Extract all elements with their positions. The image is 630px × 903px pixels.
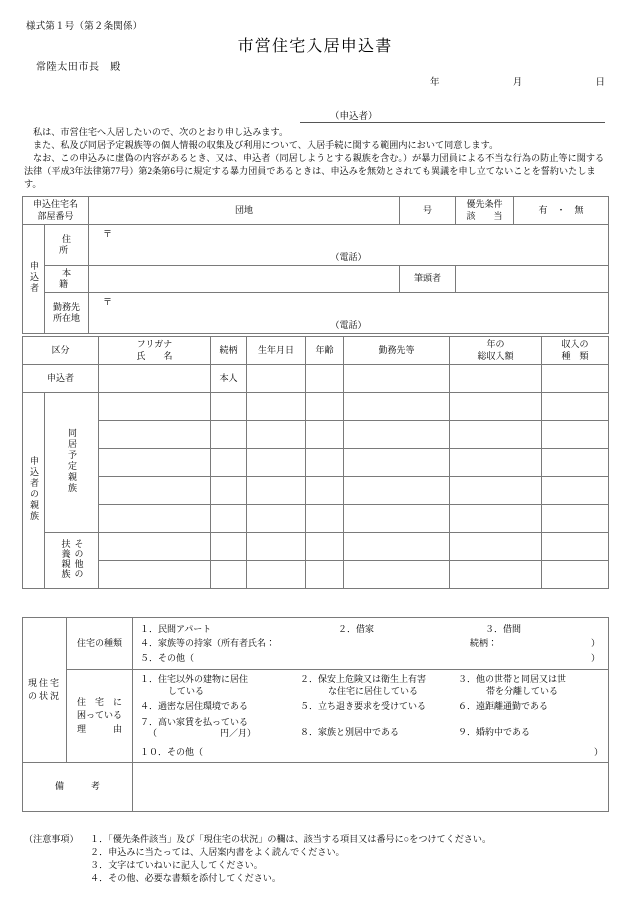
dependent-workplace-cell[interactable] — [344, 533, 450, 561]
current-housing-label-line-2: の状況 — [27, 691, 61, 701]
cohabit-vertical-label: 同居予定親族 — [67, 427, 78, 494]
dwelling-name-header — [23, 197, 89, 225]
head-of-family-label-cell — [400, 266, 456, 293]
address-input-cell[interactable] — [89, 225, 609, 266]
member-workplace-cell[interactable] — [344, 505, 450, 533]
housing-type-option-4-close: ） — [590, 638, 600, 649]
address-label: 住 所 — [59, 233, 108, 255]
danchi-label: 団地 — [235, 204, 254, 215]
footer-notes — [24, 833, 614, 885]
member-relation-cell[interactable] — [211, 421, 247, 449]
applicant-category-cell — [23, 365, 99, 393]
intro-line-3: なお、この申込みに虚偽の内容があるとき、又は、申込者（同居しようとする親族を含む。）が暴力団員による不当な行為の防止等に関する法律（平成3年法律第77号）第2条第6号に規定する暴力団員であるときは、申込みを無効とされても異議を申し立てないことを誓約いたします。 — [24, 153, 605, 190]
applicant-vertical-label: 申込者 — [29, 260, 39, 294]
applicant-income-cell[interactable] — [450, 365, 542, 393]
workplace-address-input-cell[interactable] — [89, 293, 609, 334]
note-item-1: １．「優先条件該当」及び「現住宅の状況」の欄は、該当する項目又は番号に○をつけてください。 — [90, 834, 492, 844]
reason-option-1-line-2: している — [168, 685, 205, 696]
workplace-tel-label: （電話） — [330, 319, 367, 330]
remarks-label-cell — [23, 763, 133, 812]
workplace-label-line-1: 勤務先 — [53, 301, 81, 312]
member-birthdate-cell[interactable] — [247, 477, 306, 505]
reason-label-cell — [67, 670, 133, 763]
danchi-cell[interactable] — [89, 197, 400, 225]
dependent-workplace-cell[interactable] — [344, 561, 450, 589]
date-year-label: 年 — [430, 78, 440, 88]
housing-type-option-5-close: ） — [590, 652, 600, 663]
reason-option-10-close: ） — [593, 747, 603, 758]
housing-type-options-cell[interactable] — [133, 618, 609, 670]
applicant-category-label: 申込者 — [47, 372, 75, 383]
cohabit-vertical-label-cell — [45, 393, 99, 533]
applicant-age-cell[interactable] — [306, 365, 344, 393]
notes-label: （注意事項） — [24, 834, 79, 844]
reason-option-4[interactable]: ４．過密な居住環境である — [140, 701, 249, 712]
table-row — [23, 266, 609, 293]
dependent-age-cell[interactable] — [306, 561, 344, 589]
member-birthdate-cell[interactable] — [247, 505, 306, 533]
birthdate-header — [247, 337, 306, 365]
form-number: 様式第１号（第２条関係） — [26, 22, 143, 32]
housing-type-row-2 — [140, 636, 604, 651]
member-name-cell[interactable] — [99, 505, 211, 533]
current-housing-label-line-1: 現住宅 — [27, 678, 61, 688]
address-label-cell — [45, 225, 108, 266]
table-row — [23, 197, 609, 225]
dependent-income-type-cell[interactable] — [542, 533, 609, 561]
name-label: 氏 名 — [136, 350, 173, 361]
relation-header — [211, 337, 247, 365]
housing-type-option-2[interactable]: ２．借家 — [338, 623, 375, 634]
housing-type-option-3[interactable]: ３．借間 — [485, 623, 522, 634]
reason-label-line-2: 困っている — [76, 710, 122, 721]
age-label: 年齢 — [315, 344, 334, 355]
reason-option-1[interactable] — [140, 674, 300, 697]
relation-label: 続柄 — [219, 344, 238, 355]
birthdate-label: 生年月日 — [258, 344, 295, 355]
owner-relation-label: 続柄： — [470, 638, 498, 649]
reason-option-3-line-1: ３．他の世帯と同居又は世 — [458, 674, 567, 684]
member-birthdate-cell[interactable] — [247, 393, 306, 421]
reason-option-1-line-1: １．住宅以外の建物に居住 — [140, 674, 249, 684]
member-income-cell[interactable] — [450, 477, 542, 505]
applicant-birthdate-cell[interactable] — [247, 365, 306, 393]
note-row-3 — [24, 859, 614, 872]
member-age-cell[interactable] — [306, 505, 344, 533]
member-income-cell[interactable] — [450, 505, 542, 533]
workplace-postal-code-mark: 〒 — [103, 297, 113, 307]
reason-option-5[interactable]: ５．立ち退き要求を受けている — [300, 701, 427, 712]
table-row — [23, 449, 609, 477]
remarks-input-cell[interactable] — [133, 763, 609, 812]
relatives-vertical-label-cell — [23, 393, 45, 589]
table-row — [23, 337, 609, 365]
housing-type-label-cell — [67, 618, 133, 670]
priority-line-2: 該 当 — [466, 210, 503, 221]
dependent-name-cell[interactable] — [99, 561, 211, 589]
member-relation-cell[interactable] — [211, 505, 247, 533]
income-type-line-2: 種 類 — [561, 350, 589, 361]
reason-option-8[interactable]: ８．家族と別居中である — [300, 726, 400, 737]
reason-label-line-1: 住 宅 に — [76, 696, 122, 707]
member-income-type-cell[interactable] — [542, 393, 609, 421]
member-age-cell[interactable] — [306, 421, 344, 449]
household-members-table — [22, 336, 609, 589]
category-header — [23, 337, 99, 365]
annual-income-header — [450, 337, 542, 365]
member-relation-cell[interactable] — [211, 477, 247, 505]
income-type-line-1: 収入の — [561, 339, 589, 350]
income-type-header — [542, 337, 609, 365]
annual-income-line-1: 年の — [486, 339, 505, 350]
dependent-income-cell[interactable] — [450, 533, 542, 561]
reason-label-line-3: 理 由 — [76, 723, 122, 734]
member-relation-cell[interactable] — [211, 393, 247, 421]
member-income-type-cell[interactable] — [542, 421, 609, 449]
note-item-3: ３．文字はていねいに記入してください。 — [90, 860, 263, 870]
housing-type-row-1 — [140, 622, 604, 637]
applicant-relation-cell — [211, 365, 247, 393]
housing-type-options — [133, 620, 608, 668]
note-row-1 — [24, 833, 614, 846]
dependent-vertical-label-line-1: 扶養親族 — [60, 538, 71, 579]
dependent-birthdate-cell[interactable] — [247, 561, 306, 589]
member-age-cell[interactable] — [306, 449, 344, 477]
reason-option-2-line-1: ２．保安上危険又は衛生上有害 — [300, 674, 427, 684]
reason-options — [133, 670, 608, 762]
age-header — [306, 337, 344, 365]
table-row — [23, 365, 609, 393]
name-header — [99, 337, 211, 365]
table-row — [23, 561, 609, 589]
date-day-label: 日 — [595, 78, 605, 88]
table-row — [23, 293, 609, 334]
housing-type-label: 住宅の種類 — [76, 637, 122, 648]
dependent-vertical-label-line-2: その他の — [73, 538, 84, 579]
page-title: 市営住宅入居申込書 — [237, 38, 393, 55]
member-income-cell[interactable] — [450, 393, 542, 421]
member-income-cell[interactable] — [450, 449, 542, 477]
intro-line-1: 私は、市営住宅へ入居したいので、次のとおり申し込みます。 — [33, 127, 289, 137]
dependent-income-cell[interactable] — [450, 561, 542, 589]
note-item-4: ４．その他、必要な書類を添付してください。 — [90, 873, 281, 883]
table-row — [23, 393, 609, 421]
table-row — [23, 225, 609, 266]
reason-option-9[interactable]: ９．婚約中である — [458, 726, 531, 737]
housing-type-option-1[interactable]: １．民間アパート — [140, 623, 212, 634]
member-workplace-cell[interactable] — [344, 421, 450, 449]
member-income-type-cell[interactable] — [542, 449, 609, 477]
honseki-input-cell[interactable] — [89, 266, 400, 293]
member-age-cell[interactable] — [306, 393, 344, 421]
table-row — [23, 670, 609, 763]
dependent-income-type-cell[interactable] — [542, 561, 609, 589]
dependent-vertical-label-cell — [45, 533, 99, 589]
furigana-label: フリガナ — [136, 339, 173, 350]
reason-option-6[interactable]: ６．遠距離通勤である — [458, 701, 549, 712]
housing-type-row-3 — [140, 651, 604, 666]
table-row — [23, 618, 609, 670]
table-row — [23, 477, 609, 505]
remarks-label: 備 考 — [54, 781, 103, 792]
applicant-workplace-cell[interactable] — [344, 365, 450, 393]
reason-option-3-line-2: 帯を分離している — [486, 685, 559, 696]
member-income-type-cell[interactable] — [542, 505, 609, 533]
head-of-family-label: 筆頭者 — [414, 273, 442, 284]
reason-options-cell[interactable] — [133, 670, 609, 763]
member-relation-cell[interactable] — [211, 449, 247, 477]
housing-type-option-4[interactable]: ４．家族等の持家（所有者氏名： — [140, 638, 276, 649]
workplace-address-label-cell — [45, 293, 89, 334]
dependent-relation-cell[interactable] — [211, 533, 247, 561]
workplace-header-label: 勤務先等 — [378, 344, 415, 355]
priority-condition-header — [456, 197, 514, 225]
reason-option-2-line-2: な住宅に居住している — [328, 685, 419, 696]
dependent-relation-cell[interactable] — [211, 561, 247, 589]
relatives-vertical-label: 申込者の親族 — [29, 455, 39, 522]
member-workplace-cell[interactable] — [344, 393, 450, 421]
date-month-label: 月 — [512, 78, 523, 88]
reason-option-10[interactable] — [140, 747, 603, 759]
workplace-label-line-2: 所在地 — [53, 313, 81, 323]
member-birthdate-cell[interactable] — [247, 449, 306, 477]
room-number-label: 部屋番号 — [37, 210, 74, 221]
annual-income-line-2: 総収入額 — [477, 350, 514, 361]
member-name-cell[interactable] — [99, 393, 211, 421]
member-name-cell[interactable] — [99, 477, 211, 505]
member-name-cell[interactable] — [99, 421, 211, 449]
table-row — [23, 763, 609, 812]
priority-yes-no-cell[interactable] — [514, 197, 609, 225]
reason-option-10-label: １０．その他（ — [140, 747, 204, 758]
table-row — [23, 505, 609, 533]
reason-column-2 — [300, 674, 458, 742]
member-income-type-cell[interactable] — [542, 477, 609, 505]
date-line — [430, 74, 605, 88]
reason-option-7-line-1: ７．高い家賃を払っている — [140, 716, 249, 727]
reason-option-2[interactable] — [300, 674, 458, 697]
applicant-name-cell[interactable] — [99, 365, 211, 393]
applicant-vertical-label-cell — [23, 225, 45, 334]
intro-line-2: また、私及び同居予定親族等の個人情報の収集及び利用について、入居手続に関する範囲内において同意します。 — [33, 140, 499, 151]
head-of-family-input-cell[interactable] — [456, 266, 609, 293]
reason-column-3 — [458, 674, 618, 742]
note-row-4 — [24, 872, 614, 885]
postal-code-mark: 〒 — [103, 229, 113, 239]
member-name-cell[interactable] — [99, 449, 211, 477]
priority-line-1: 優先条件 — [466, 199, 503, 210]
honseki-label: 本 籍 — [59, 267, 108, 289]
address-tel-label: （電話） — [330, 251, 367, 262]
applicant-signature-line[interactable] — [300, 108, 605, 123]
reason-option-7[interactable] — [140, 717, 300, 740]
go-cell[interactable] — [400, 197, 456, 225]
category-label: 区分 — [51, 344, 70, 355]
current-housing-table — [22, 617, 609, 812]
member-age-cell[interactable] — [306, 477, 344, 505]
dependent-age-cell[interactable] — [306, 533, 344, 561]
member-workplace-cell[interactable] — [344, 449, 450, 477]
table-row — [23, 421, 609, 449]
note-item-2: ２．申込みに当たっては、入居案内書をよく読んでください。 — [90, 847, 345, 857]
note-row-2 — [24, 846, 614, 859]
reason-option-7-line-2: （ 円／月） — [148, 728, 257, 739]
reason-option-3[interactable] — [458, 674, 618, 697]
table-row — [23, 533, 609, 561]
current-housing-vertical-label-cell — [23, 618, 67, 763]
addressee: 常陸太田市長 殿 — [36, 62, 121, 73]
dwelling-and-applicant-table — [22, 196, 609, 334]
honseki-label-cell — [45, 266, 108, 293]
housing-type-option-5[interactable]: ５．その他（ — [140, 652, 195, 663]
member-workplace-cell[interactable] — [344, 477, 450, 505]
go-label: 号 — [423, 204, 433, 215]
priority-yes-no-label: 有 ・ 無 — [538, 204, 584, 215]
member-income-cell[interactable] — [450, 421, 542, 449]
applicant-relation-value: 本人 — [219, 372, 238, 383]
dwelling-name-label: 申込住宅名 — [33, 199, 79, 210]
member-birthdate-cell[interactable] — [247, 421, 306, 449]
applicant-signature-label: （申込者） — [328, 108, 380, 122]
intro-paragraph — [24, 126, 609, 191]
applicant-income-type-cell[interactable] — [542, 365, 609, 393]
reason-column-1 — [140, 674, 300, 744]
dependent-name-cell[interactable] — [99, 533, 211, 561]
dependent-birthdate-cell[interactable] — [247, 533, 306, 561]
workplace-header — [344, 337, 450, 365]
